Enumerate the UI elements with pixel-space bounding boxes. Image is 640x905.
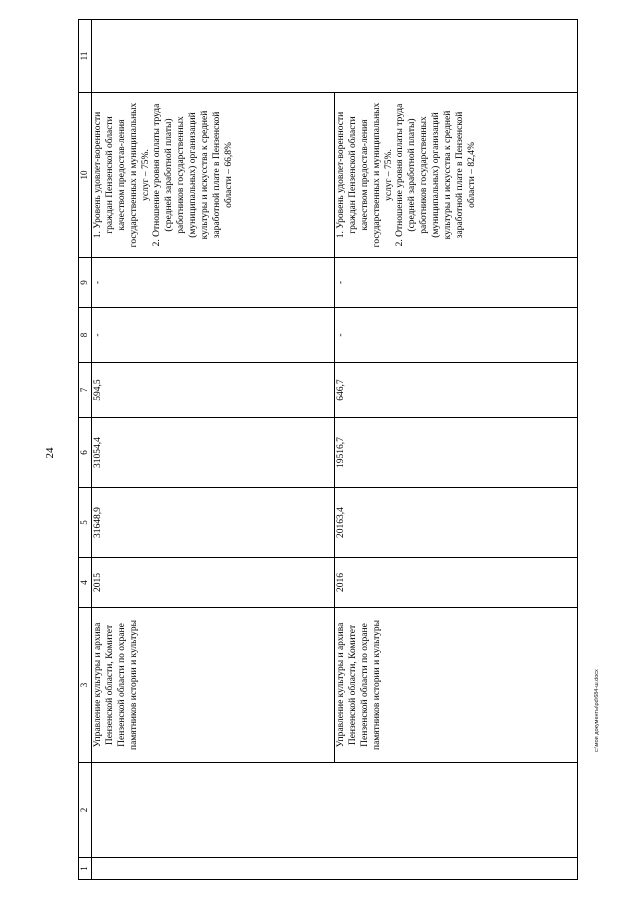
table-row (335, 20, 578, 880)
column-number: 5 (79, 488, 92, 558)
amount-cell: - (335, 308, 578, 363)
year-cell: 2015 (92, 558, 335, 608)
amount-cell: 20163,4 (335, 488, 578, 558)
column-number: 11 (79, 20, 92, 93)
empty-cell (92, 763, 578, 858)
indicator-text: 1. Уровень удовлет-воренности граждан Пензенской области качеством предостав-ления государственных и муниципальных услуг – 75%. (93, 102, 151, 248)
indicator-cell (92, 93, 335, 258)
column-number: 2 (79, 763, 92, 858)
empty-cell (92, 20, 578, 93)
amount-cell: 19516,7 (335, 418, 578, 488)
table-row (92, 20, 335, 880)
column-number: 8 (79, 308, 92, 363)
amount-cell: 31648,9 (92, 488, 335, 558)
executor-cell: Управление культуры и архива Пензенской области, Комитет Пензенской области по охране памятников истории и культуры (92, 608, 335, 763)
amount-cell: - (335, 258, 578, 308)
program-table (78, 19, 578, 880)
amount-cell: 594,5 (92, 363, 335, 418)
year-cell: 2016 (335, 558, 578, 608)
column-number: 7 (79, 363, 92, 418)
column-number: 1 (79, 858, 92, 880)
column-number: 6 (79, 418, 92, 488)
indicator-text: 2. Отношение уровня оплаты труда (средней заработной платы) работников государственных (муниципальных) организаций культуры и искусства к средней заработной плате в Пензенской области – 66,8% (152, 103, 234, 247)
indicator-cell (335, 93, 578, 258)
column-number: 10 (79, 93, 92, 258)
amount-cell: 31054,4 (92, 418, 335, 488)
column-number: 4 (79, 558, 92, 608)
footer-file-path: с:\мои документы\pd\684-ш.docx (594, 669, 600, 752)
column-number: 3 (79, 608, 92, 763)
executor-cell: Управление культуры и архива Пензенской области, Комитет Пензенской области по охране памятников истории и культуры (335, 608, 578, 763)
empty-cell (92, 858, 578, 880)
page-number: 24 (44, 447, 56, 459)
amount-cell: - (92, 308, 335, 363)
column-number-row (79, 20, 92, 880)
rotated-table-container (78, 20, 578, 880)
indicator-text: 1. Уровень удовлет-воренности граждан Пензенской области качеством предостав-ления государственных и муниципальных услуг – 75%. (336, 102, 394, 248)
amount-cell: - (92, 258, 335, 308)
column-number: 9 (79, 258, 92, 308)
amount-cell: 646,7 (335, 363, 578, 418)
indicator-text: 2. Отношение уровня оплаты труда (средней заработной платы) работников государственных (муниципальных) организаций культуры и искусства к средней заработной плате в Пензенской области – 82,4% (395, 103, 477, 247)
